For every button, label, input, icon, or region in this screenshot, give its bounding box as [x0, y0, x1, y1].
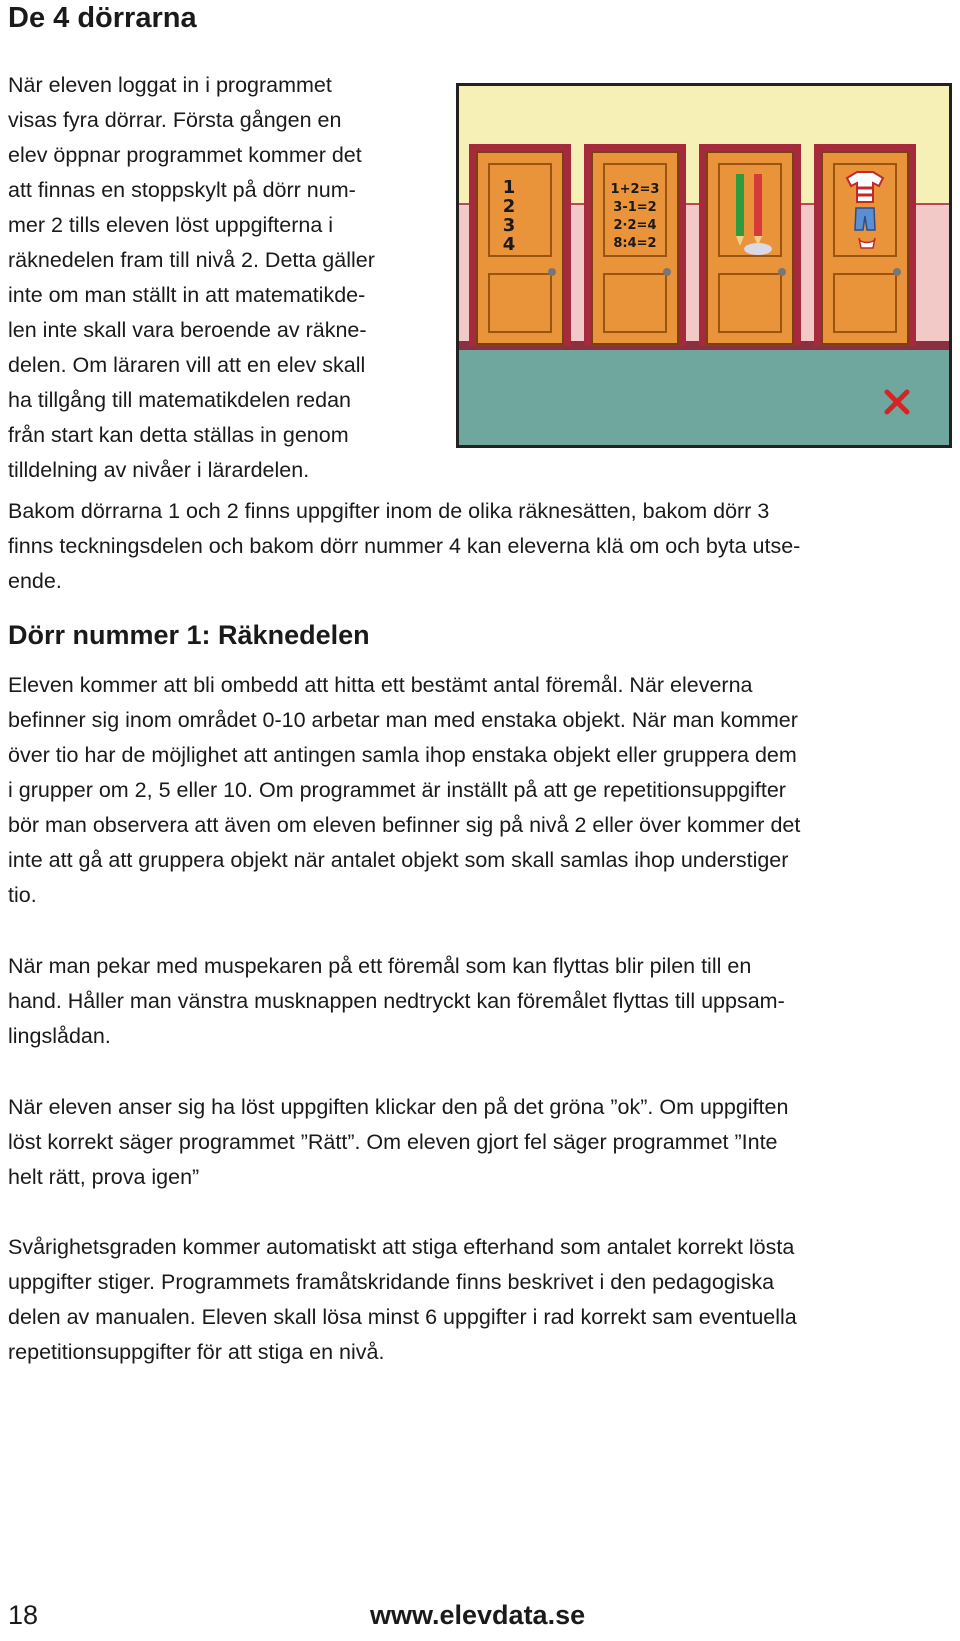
website-link[interactable]: www.elevdata.se — [370, 1600, 586, 1630]
text-line: ende. — [8, 569, 62, 593]
text-line: tilldelning av nivåer i lärardelen. — [8, 458, 310, 482]
text-line: Eleven kommer att bli ombedd att hitta ett bestämt antal föremål. När eleverna — [8, 673, 753, 697]
paragraph-mouse — [8, 949, 785, 1054]
text-line: helt rätt, prova igen” — [8, 1165, 200, 1189]
text-line: visas fyra dörrar. Första gången en — [8, 108, 342, 132]
paragraph-ok — [8, 1090, 788, 1195]
text-line: lingslådan. — [8, 1024, 111, 1048]
text-line: När eleven loggat in i programmet — [8, 73, 332, 97]
text-line: bör man observera att även om eleven befinner sig på nivå 2 eller över kommer det — [8, 813, 801, 837]
text-line: över tio har de möjlighet att antingen samla ihop enstaka objekt eller gruppera dem — [8, 743, 797, 767]
text-line: inte om man ställt in att matematikde- — [8, 283, 366, 307]
door1-number: 2 — [502, 196, 516, 217]
text-line: uppgifter stiger. Programmets framåtskridande finns beskrivet i den pedagogiska — [8, 1270, 775, 1294]
door-1[interactable] — [469, 144, 571, 346]
door-2[interactable] — [584, 144, 686, 346]
door2-equation: 3-1=2 — [613, 200, 657, 215]
door1-number: 4 — [502, 234, 516, 255]
text-line: hand. Håller man vänstra musknappen nedtryckt kan föremålet flyttas till uppsam- — [8, 989, 785, 1013]
text-line: När man pekar med muspekaren på ett föremål som kan flyttas blir pilen till en — [8, 954, 752, 978]
text-line: elev öppnar programmet kommer det — [8, 143, 362, 167]
text-line: ha tillgång till matematikdelen redan — [8, 388, 352, 412]
text-line: När eleven anser sig ha löst uppgiften klickar den på det gröna ”ok”. Om uppgiften — [8, 1095, 789, 1119]
text-line: från start kan detta ställas in genom — [8, 423, 349, 447]
text-line: att finnas en stoppskylt på dörr num- — [8, 178, 356, 202]
text-line: tio. — [8, 883, 37, 907]
text-line: löst korrekt säger programmet ”Rätt”. Om eleven gjort fel säger programmet ”Inte — [8, 1130, 778, 1154]
door-4[interactable] — [814, 144, 916, 346]
door-3[interactable] — [699, 144, 801, 346]
text-line: mer 2 tills eleven löst uppgifterna i — [8, 213, 334, 237]
text-line: delen. Om läraren vill att en elev skall — [8, 353, 366, 377]
text-line: i grupper om 2, 5 eller 10. Om programmet är inställt på att ge repetitionsuppgifter — [8, 778, 786, 802]
text-line: Svårighetsgraden kommer automatiskt att stiga efterhand som antalet korrekt lösta — [8, 1235, 795, 1259]
text-line: Bakom dörrarna 1 och 2 finns uppgifter inom de olika räknesätten, bakom dörr 3 — [8, 499, 770, 523]
text-line: repetitionsuppgifter för att stiga en nivå. — [8, 1340, 385, 1364]
text-line: inte att gå att gruppera objekt när antalet objekt som skall samlas ihop understiger — [8, 848, 789, 872]
paragraph-objects — [8, 668, 800, 913]
door2-equation: 2·2=4 — [613, 218, 657, 233]
text-line: räknedelen fram till nivå 2. Detta gäller — [8, 248, 375, 272]
text-line: befinner sig inom området 0-10 arbetar man med enstaka objekt. När man kommer — [8, 708, 798, 732]
section-heading: Dörr nummer 1: Räknedelen — [8, 620, 370, 650]
text-line: finns teckningsdelen och bakom dörr nummer 4 kan eleverna klä om och byta utse- — [8, 534, 801, 558]
text-line: len inte skall vara beroende av räkne- — [8, 318, 367, 342]
page-heading: De 4 dörrarna — [8, 2, 197, 34]
page-number: 18 — [8, 1600, 39, 1630]
four-doors-illustration — [456, 83, 952, 448]
text-line: delen av manualen. Eleven skall lösa minst 6 uppgifter i rad korrekt sam eventuella — [8, 1305, 797, 1329]
intro-paragraph — [8, 68, 375, 488]
paragraph-difficulty — [8, 1230, 797, 1370]
door2-equation: 8:4=2 — [613, 236, 657, 251]
door1-number: 3 — [502, 215, 516, 236]
doors-description — [8, 494, 800, 599]
door2-equation: 1+2=3 — [610, 182, 660, 197]
door1-number: 1 — [502, 177, 516, 198]
